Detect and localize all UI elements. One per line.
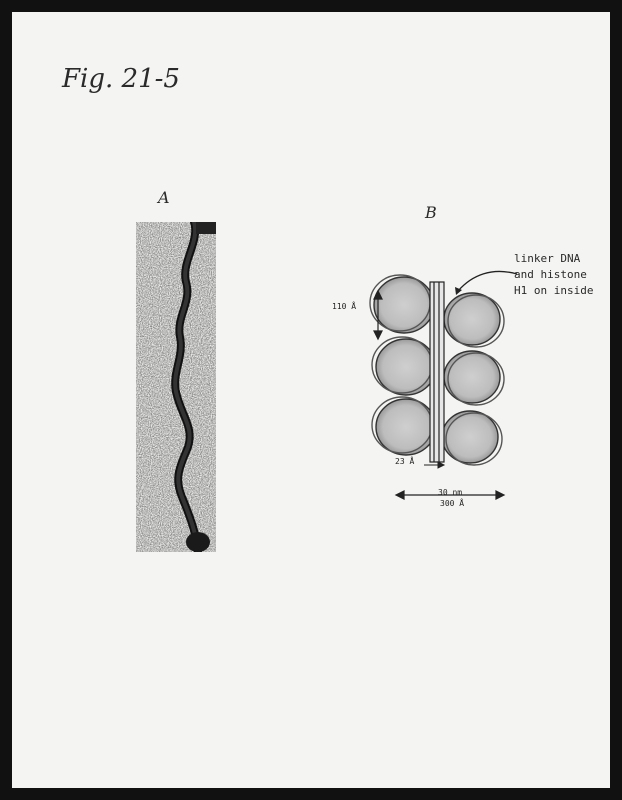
figure-title: Fig. 21-5 xyxy=(62,64,180,94)
height-dimension-label: 110 Å xyxy=(332,302,357,311)
electron-micrograph-image xyxy=(136,222,216,552)
panel-b-label: B xyxy=(425,203,437,222)
gap-dimension-label: 23 Å xyxy=(395,457,415,466)
document-page xyxy=(12,12,610,788)
width-nm-label: 30 nm xyxy=(438,488,463,497)
annotation-line: linker DNA xyxy=(514,252,581,265)
annotation-line: H1 on inside xyxy=(514,284,594,297)
panel-a-label: A xyxy=(158,188,170,207)
width-angstrom-label: 300 Å xyxy=(440,499,465,508)
chromatin-fiber-graphic xyxy=(136,222,216,552)
solenoid-model-diagram xyxy=(312,237,522,527)
linker-annotation xyxy=(514,251,609,299)
annotation-line: and histone xyxy=(514,268,587,281)
